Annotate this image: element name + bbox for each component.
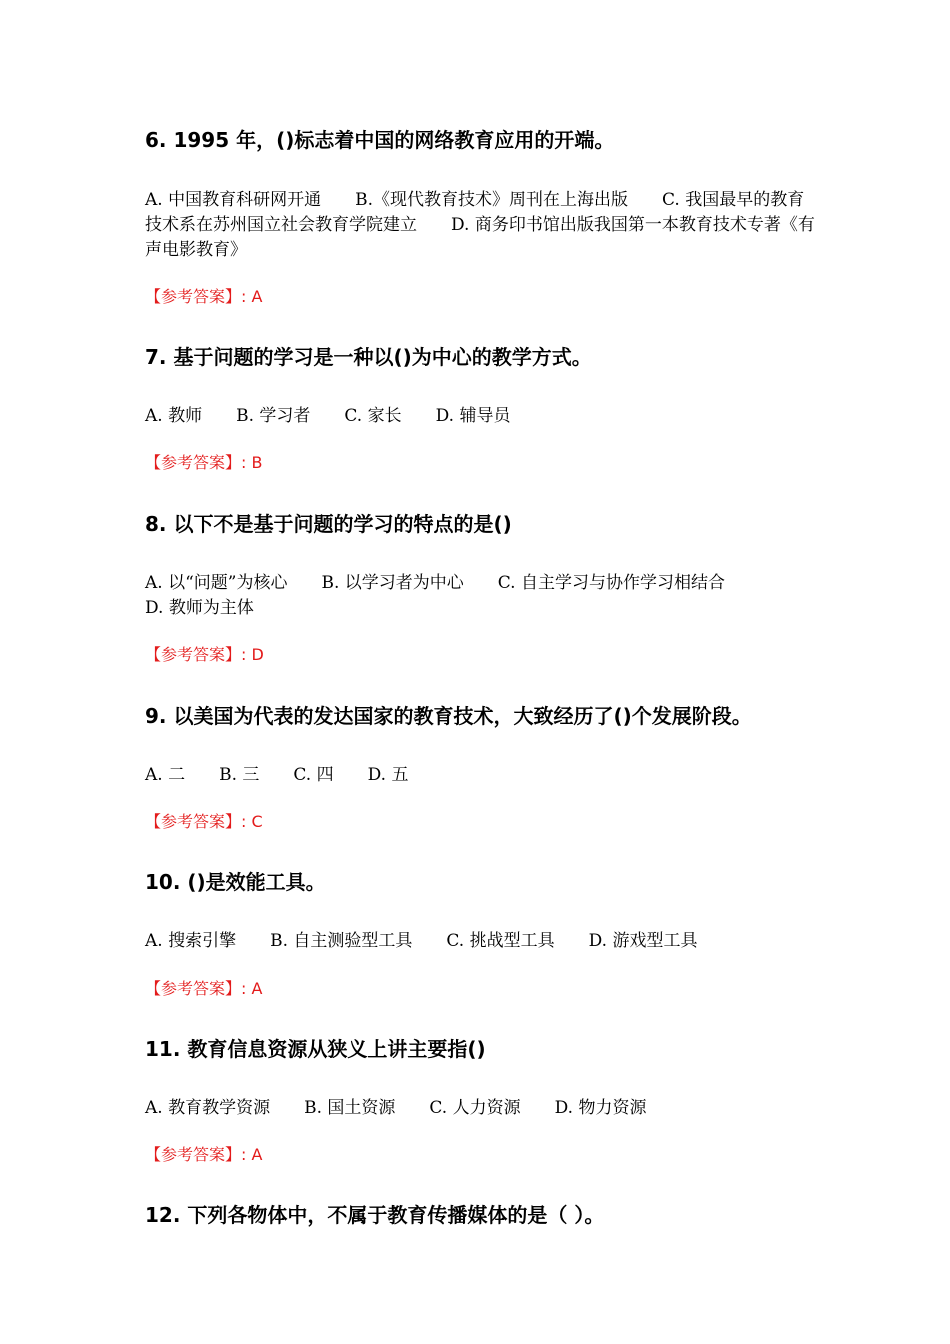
question-10-title: 10. ()是效能工具。 — [145, 870, 326, 894]
answer-label: 【参考答案】 — [145, 1145, 242, 1164]
option-a: A. 搜索引擎 — [145, 931, 237, 951]
option-b: B. 三 — [219, 765, 260, 785]
option-b: B. 国土资源 — [304, 1098, 396, 1118]
option-b: B. 以学习者为中心 — [321, 573, 464, 593]
question-7-options — [145, 404, 815, 429]
answer-value: : A — [241, 1145, 263, 1164]
question-11-options — [145, 1096, 815, 1121]
question-10-options — [145, 929, 815, 954]
option-d: D. 教师为主体 — [145, 598, 254, 618]
option-c: C. 我国最早的教育技术系在苏州国立社会教育学院建立 — [145, 190, 805, 235]
answer-value: : A — [241, 979, 263, 998]
option-d: D. 物力资源 — [554, 1098, 647, 1118]
option-a: A. 二 — [145, 765, 186, 785]
option-a: A. 教师 — [145, 406, 203, 426]
question-7-title: 7. 基于问题的学习是一种以()为中心的教学方式。 — [145, 345, 592, 369]
question-6-options — [145, 188, 815, 263]
option-a: A. 中国教育科研网开通 — [145, 190, 322, 210]
option-c: C. 家长 — [344, 406, 402, 426]
answer-label: 【参考答案】 — [145, 453, 242, 472]
answer-label: 【参考答案】 — [145, 979, 242, 998]
option-b: B. 自主测验型工具 — [270, 931, 413, 951]
question-8-title: 8. 以下不是基于问题的学习的特点的是() — [145, 512, 512, 536]
option-b: B. 学习者 — [236, 406, 311, 426]
answer-label: 【参考答案】 — [145, 287, 242, 306]
option-c: C. 挑战型工具 — [446, 931, 555, 951]
answer-9 — [145, 811, 263, 833]
option-d: D. 辅导员 — [435, 406, 511, 426]
option-b: B.《现代教育技术》周刊在上海出版 — [355, 190, 628, 210]
answer-value: : C — [241, 812, 263, 831]
option-d: D. 商务印书馆出版我国第一本教育技术专著《有声电影教育》 — [145, 215, 815, 260]
question-9-title: 9. 以美国为代表的发达国家的教育技术，大致经历了()个发展阶段。 — [145, 704, 752, 728]
answer-label: 【参考答案】 — [145, 645, 242, 664]
question-11-title: 11. 教育信息资源从狭义上讲主要指() — [145, 1037, 486, 1061]
option-c: C. 自主学习与协作学习相结合 — [497, 573, 725, 593]
answer-6 — [145, 286, 262, 308]
answer-8 — [145, 644, 264, 666]
question-9-options — [145, 763, 815, 788]
option-c: C. 四 — [293, 765, 334, 785]
answer-value: : B — [241, 453, 263, 472]
question-6-title: 6. 1995 年，()标志着中国的网络教育应用的开端。 — [145, 128, 615, 152]
answer-label: 【参考答案】 — [145, 812, 242, 831]
option-a: A. 以“问题”为核心 — [145, 573, 288, 593]
question-12-title: 12. 下列各物体中，不属于教育传播媒体的是（ ）。 — [145, 1203, 605, 1227]
option-d: D. 游戏型工具 — [588, 931, 698, 951]
option-a: A. 教育教学资源 — [145, 1098, 271, 1118]
question-8-options — [145, 571, 785, 621]
answer-11 — [145, 1144, 262, 1166]
answer-10 — [145, 978, 262, 1000]
answer-value: : A — [241, 287, 263, 306]
answer-value: : D — [241, 645, 264, 664]
option-c: C. 人力资源 — [429, 1098, 521, 1118]
answer-7 — [145, 452, 262, 474]
option-d: D. 五 — [367, 765, 409, 785]
